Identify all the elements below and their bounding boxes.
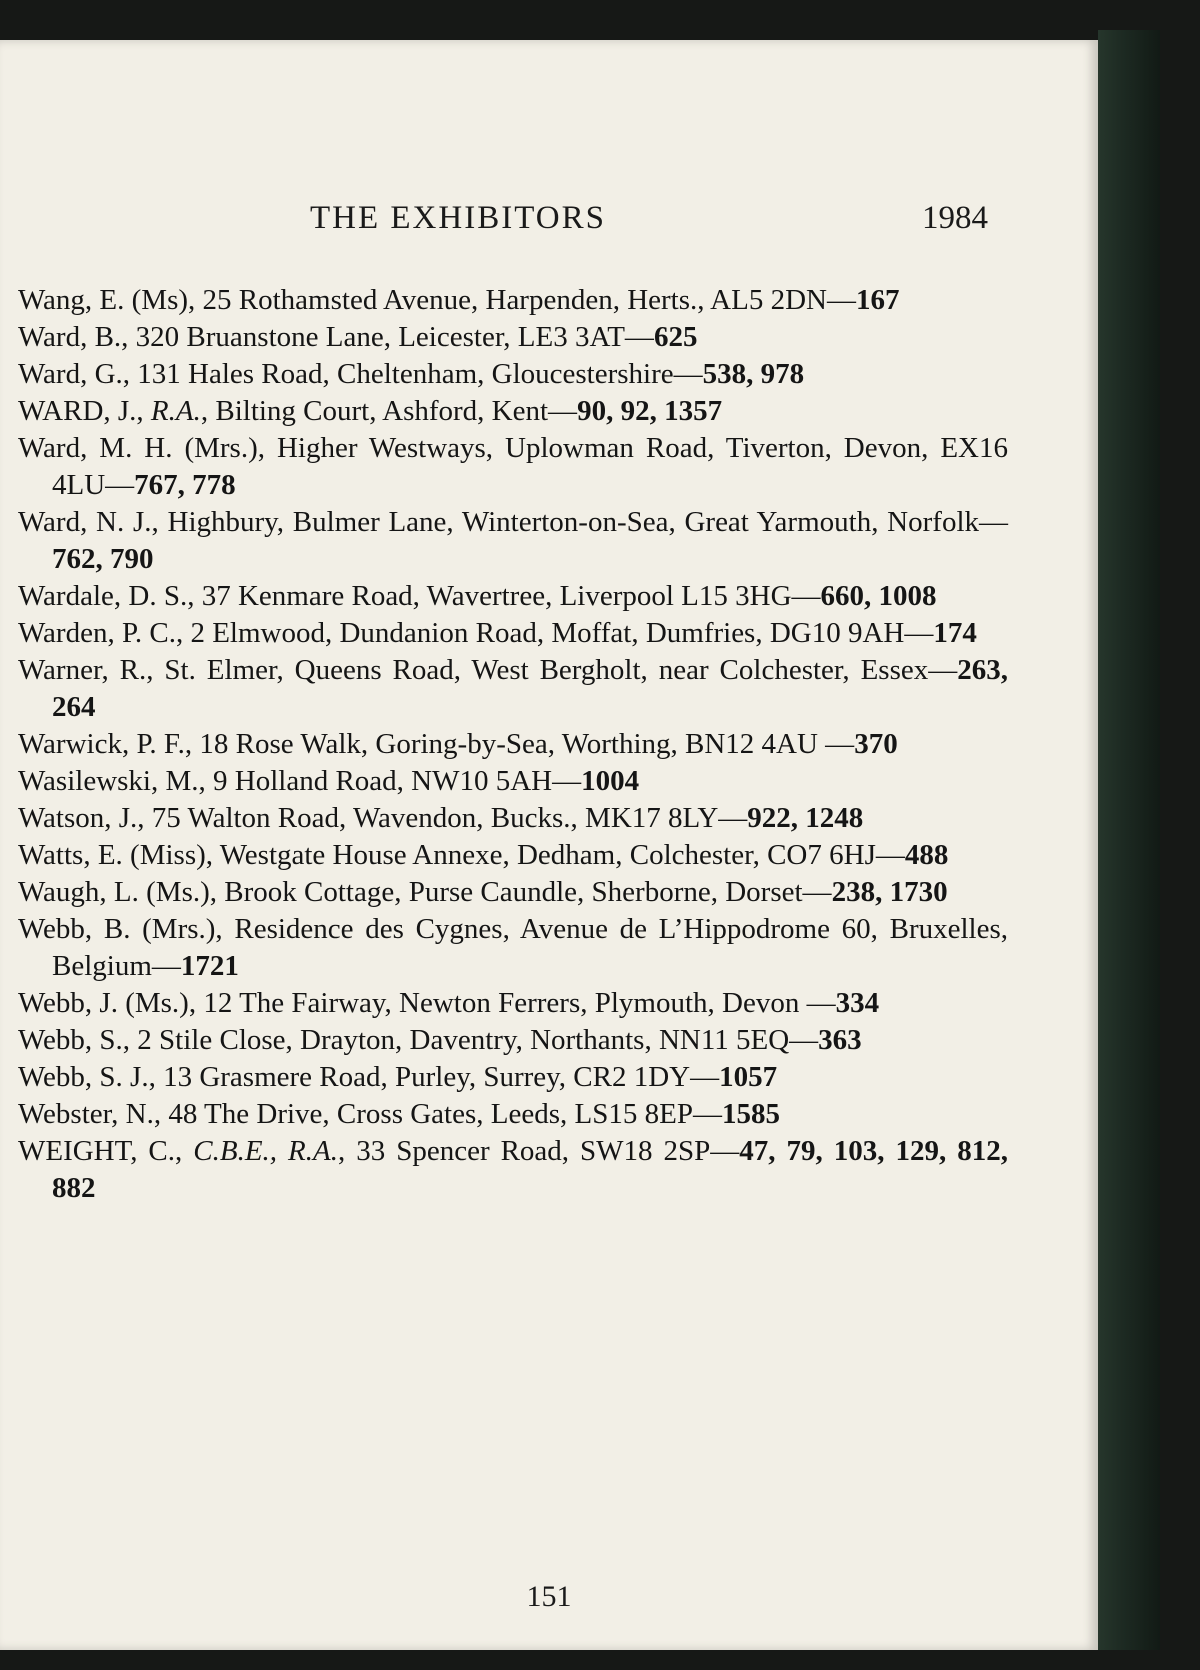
- catalogue-numbers: 1585: [721, 1098, 780, 1130]
- exhibitor-list: [18, 282, 1008, 1207]
- book-cover-edge: [1098, 30, 1160, 1650]
- catalogue-numbers: 1721: [180, 950, 239, 982]
- catalogue-numbers: 263, 264: [52, 654, 1008, 723]
- exhibitor-entry: Ward, B., 320 Bruanstone Lane, Leicester, LE3 3AT—625: [18, 321, 698, 353]
- exhibitor-entry: WARD, J., R.A., Bilting Court, Ashford, Kent—90, 92, 1357: [18, 395, 723, 427]
- catalogue-numbers: 238, 1730: [831, 876, 948, 908]
- exhibitor-entry: Warden, P. C., 2 Elmwood, Dundanion Road, Moffat, Dumfries, DG10 9AH—174: [18, 617, 977, 649]
- exhibitor-entry: WEIGHT, C., C.B.E., R.A., 33 Spencer Road, SW18 2SP—47, 79, 103, 129, 812, 882: [18, 1135, 1009, 1204]
- catalogue-numbers: 334: [835, 987, 880, 1019]
- exhibitor-entry: Warwick, P. F., 18 Rose Walk, Goring-by-Sea, Worthing, BN12 4AU —370: [18, 728, 898, 760]
- exhibitor-entry: Ward, G., 131 Hales Road, Cheltenham, Gloucestershire—538, 978: [18, 358, 805, 390]
- catalogue-numbers: 370: [854, 728, 898, 760]
- catalogue-numbers: 538, 978: [702, 358, 805, 390]
- exhibitor-entry: Ward, N. J., Highbury, Bulmer Lane, Winterton-on-Sea, Great Yarmouth, Norfolk—762, 790: [18, 506, 1008, 575]
- honours: R.A.: [150, 395, 201, 427]
- catalogue-numbers: 625: [653, 321, 698, 353]
- exhibitor-entry: Warner, R., St. Elmer, Queens Road, West Bergholt, near Colchester, Essex—263, 264: [18, 654, 1008, 723]
- catalogue-numbers: 167: [855, 284, 900, 316]
- catalogue-numbers: 1057: [719, 1061, 778, 1093]
- exhibitor-entry: Waugh, L. (Ms.), Brook Cottage, Purse Caundle, Sherborne, Dorset—238, 1730: [18, 876, 948, 908]
- catalogue-numbers: 363: [818, 1024, 862, 1056]
- catalogue-numbers: 1004: [581, 765, 640, 797]
- catalogue-numbers: 922, 1248: [747, 802, 864, 834]
- exhibitor-entry: Webster, N., 48 The Drive, Cross Gates, Leeds, LS15 8EP—1585: [18, 1098, 780, 1130]
- exhibitor-entry: Wasilewski, M., 9 Holland Road, NW10 5AH—1004: [18, 765, 640, 797]
- exhibitor-entry: Wardale, D. S., 37 Kenmare Road, Wavertree, Liverpool L15 3HG—660, 1008: [18, 580, 937, 612]
- exhibitor-entry: Webb, J. (Ms.), 12 The Fairway, Newton Ferrers, Plymouth, Devon —334: [18, 987, 880, 1019]
- honours: C.B.E., R.A.: [193, 1135, 338, 1167]
- exhibitor-entry: Watts, E. (Miss), Westgate House Annexe, Dedham, Colchester, CO7 6HJ—488: [18, 839, 949, 871]
- catalogue-numbers: 762, 790: [52, 543, 154, 575]
- catalogue-numbers: 660, 1008: [820, 580, 937, 612]
- exhibitor-entry: Wang, E. (Ms), 25 Rothamsted Avenue, Harpenden, Herts., AL5 2DN—167: [18, 284, 900, 316]
- header-year: 1984: [922, 200, 988, 236]
- exhibitor-entry: Ward, M. H. (Mrs.), Higher Westways, Uplowman Road, Tiverton, Devon, EX16 4LU—767, 778: [18, 432, 1008, 501]
- catalogue-numbers: 47, 79, 103, 129, 812, 882: [52, 1135, 1009, 1204]
- exhibitor-entry: Webb, S. J., 13 Grasmere Road, Purley, Surrey, CR2 1DY—1057: [18, 1061, 778, 1093]
- book-page: [0, 40, 1098, 1650]
- catalogue-numbers: 767, 778: [134, 469, 236, 501]
- exhibitor-entry: Webb, B. (Mrs.), Residence des Cygnes, Avenue de L’Hippodrome 60, Bruxelles, Belgium—1721: [18, 913, 1008, 982]
- exhibitor-entry: Watson, J., 75 Walton Road, Wavendon, Bucks., MK17 8LY—922, 1248: [18, 802, 864, 834]
- header-title: THE EXHIBITORS: [310, 200, 606, 236]
- running-header: [0, 200, 1098, 250]
- catalogue-numbers: 488: [904, 839, 949, 871]
- exhibitor-entry: Webb, S., 2 Stile Close, Drayton, Daventry, Northants, NN11 5EQ—363: [18, 1024, 862, 1056]
- catalogue-numbers: 174: [933, 617, 977, 649]
- catalogue-numbers: 90, 92, 1357: [577, 395, 723, 427]
- page-number: 151: [526, 1580, 572, 1613]
